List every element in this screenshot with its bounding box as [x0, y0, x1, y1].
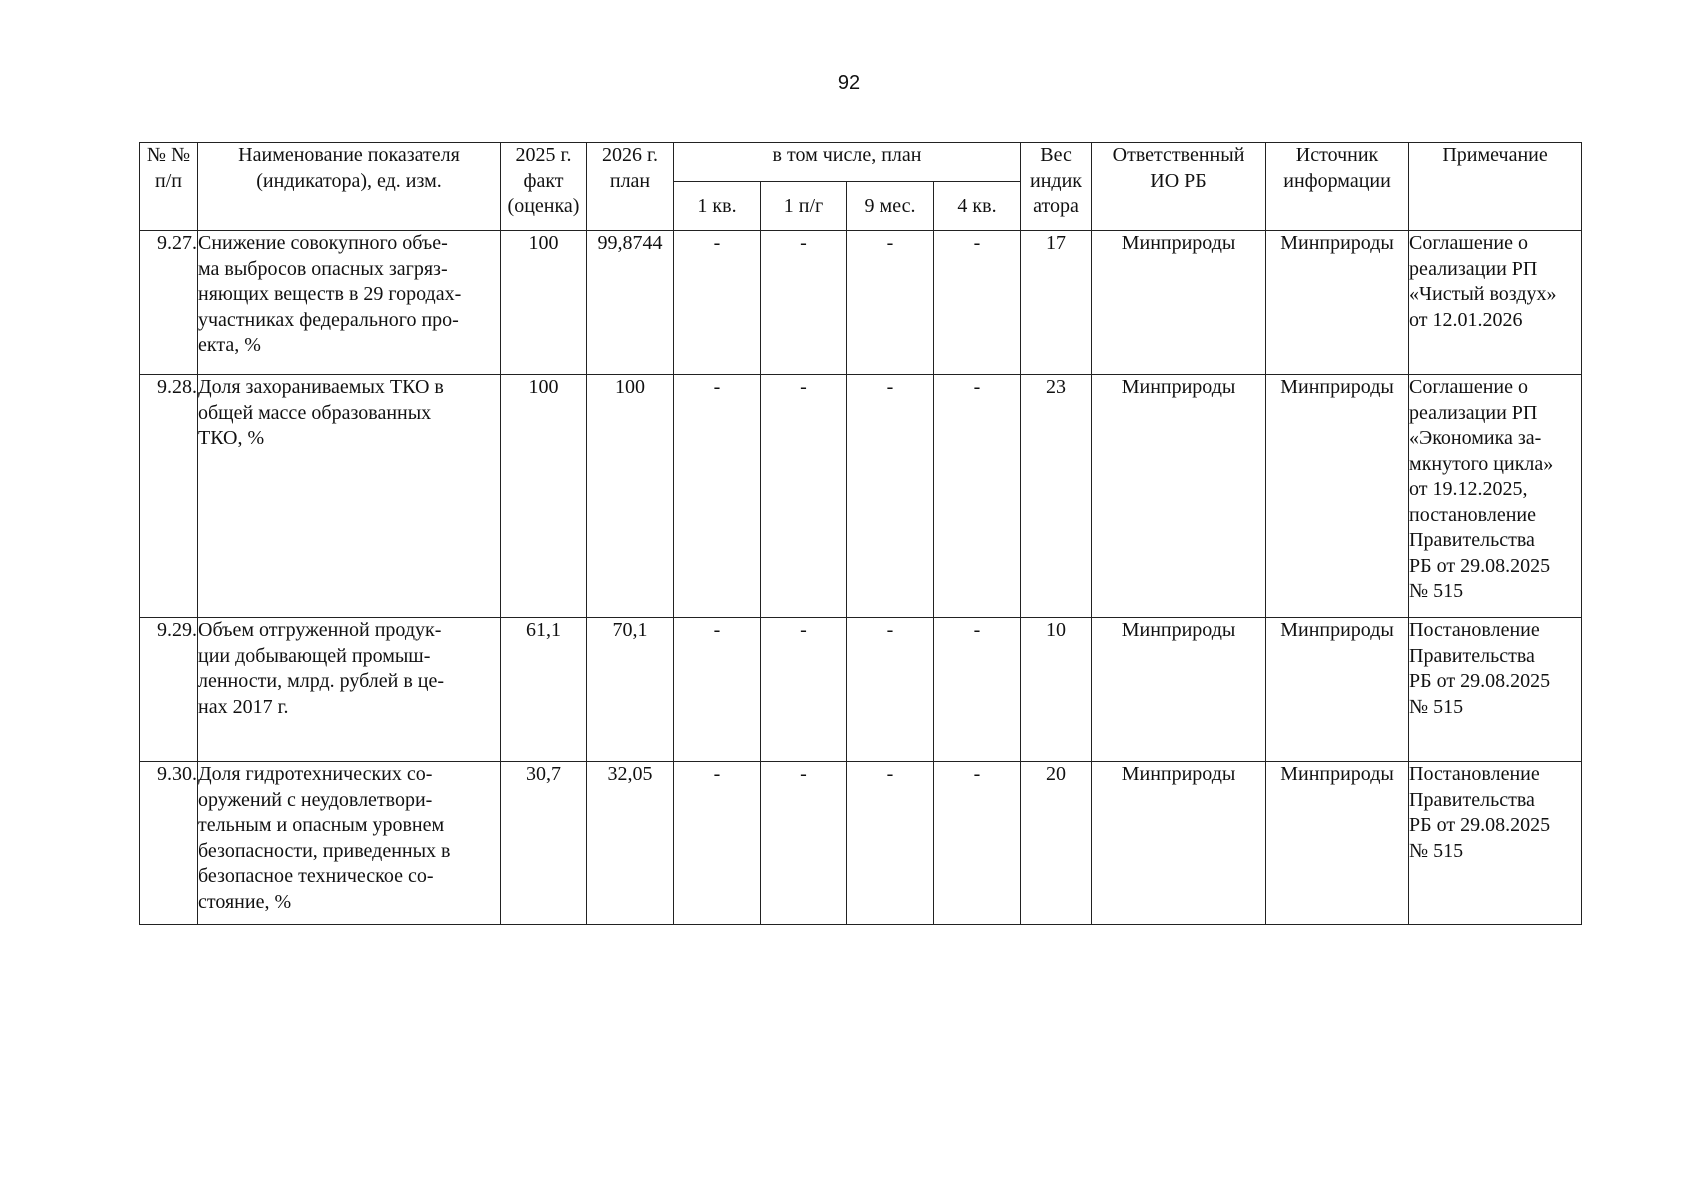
note-line: № 515	[1409, 695, 1464, 718]
note-line: № 515	[1409, 839, 1464, 862]
indicator-name-line: ТКО, %	[198, 427, 265, 449]
indicator-name-line: Доля захораниваемых ТКО в	[198, 376, 444, 398]
note-line: Постановление	[1409, 619, 1540, 641]
indicator-name-line: общей массе образованных	[198, 401, 432, 424]
indicator-name-line: тельным и опасным уровнем	[198, 814, 445, 836]
indicator-name-line: стояние, %	[198, 890, 292, 913]
indicator-name-line: ма выбросов опасных загряз-	[198, 257, 448, 280]
note-line: Правительства	[1409, 644, 1535, 667]
plan-q1-cell: -	[674, 231, 761, 375]
plan-9m-cell: -	[847, 375, 934, 618]
indicator-name-line: Объем отгруженной продук-	[198, 619, 442, 641]
header-fact: 2025 г. факт (оценка)	[501, 143, 587, 231]
fact-2025-cell: 30,7	[501, 762, 587, 925]
note-line: реализации РП	[1409, 401, 1538, 424]
row-number-cell: 9.28.	[140, 375, 198, 618]
note-line: «Экономика за-	[1409, 427, 1542, 449]
responsible-cell: Минприроды	[1092, 375, 1266, 618]
table-header	[140, 143, 1582, 231]
table-body	[140, 231, 1582, 925]
plan-q4-cell: -	[934, 762, 1021, 925]
plan-2026-cell: 32,05	[587, 762, 674, 925]
header-h1: 1 п/г	[761, 182, 847, 231]
indicators-table	[139, 142, 1582, 925]
responsible-cell: Минприроды	[1092, 762, 1266, 925]
source-cell: Минприроды	[1266, 762, 1409, 925]
note-cell	[1409, 375, 1582, 618]
note-line: Правительства	[1409, 788, 1535, 811]
indicator-name-line: нах 2017 г.	[198, 695, 289, 718]
note-line: Правительства	[1409, 529, 1535, 551]
plan-q4-cell: -	[934, 375, 1021, 618]
plan-h1-cell: -	[761, 231, 847, 375]
note-line: РБ от 29.08.2025	[1409, 554, 1551, 577]
header-source: Источник информации	[1266, 143, 1409, 231]
fact-2025-cell: 61,1	[501, 618, 587, 762]
plan-h1-cell: -	[761, 375, 847, 618]
note-line: № 515	[1409, 580, 1464, 602]
table-row	[140, 231, 1582, 375]
header-note: Примечание	[1409, 143, 1582, 231]
header-including-plan: в том числе, план	[674, 143, 1021, 182]
note-line: «Чистый воздух»	[1409, 283, 1557, 305]
source-cell: Минприроды	[1266, 231, 1409, 375]
indicator-name-line: Снижение совокупного объе-	[198, 232, 448, 254]
header-9m: 9 мес.	[847, 182, 934, 231]
indicator-name-cell	[198, 375, 501, 618]
weight-cell: 17	[1021, 231, 1092, 375]
source-cell: Минприроды	[1266, 618, 1409, 762]
indicator-name-cell	[198, 618, 501, 762]
row-number-cell: 9.30.	[140, 762, 198, 925]
note-line: от 12.01.2026	[1409, 308, 1523, 331]
header-name: Наименование показателя (индикатора), ед. изм.	[198, 143, 501, 231]
plan-2026-cell: 99,8744	[587, 231, 674, 375]
table-row	[140, 618, 1582, 762]
table-row	[140, 375, 1582, 618]
weight-cell: 20	[1021, 762, 1092, 925]
note-line: Соглашение о	[1409, 232, 1528, 254]
plan-q4-cell: -	[934, 618, 1021, 762]
header-weight: Вес индик атора	[1021, 143, 1092, 231]
page-number: 92	[837, 72, 861, 94]
indicator-name-line: ции добывающей промыш-	[198, 644, 431, 667]
plan-q1-cell: -	[674, 375, 761, 618]
indicator-name-line: Доля гидротехнических со-	[198, 763, 433, 785]
plan-h1-cell: -	[761, 762, 847, 925]
note-line: реализации РП	[1409, 257, 1538, 280]
note-cell	[1409, 231, 1582, 375]
row-number-cell: 9.29.	[140, 618, 198, 762]
note-line: РБ от 29.08.2025	[1409, 670, 1551, 692]
indicator-name-line: няющих веществ в 29 городах-	[198, 283, 462, 305]
note-cell	[1409, 762, 1582, 925]
weight-cell: 23	[1021, 375, 1092, 618]
plan-9m-cell: -	[847, 618, 934, 762]
fact-2025-cell: 100	[501, 375, 587, 618]
indicator-name-line: оружений с неудовлетвори-	[198, 788, 433, 811]
weight-cell: 10	[1021, 618, 1092, 762]
plan-h1-cell: -	[761, 618, 847, 762]
plan-2026-cell: 100	[587, 375, 674, 618]
header-responsible: Ответственный ИО РБ	[1092, 143, 1266, 231]
plan-2026-cell: 70,1	[587, 618, 674, 762]
plan-q1-cell: -	[674, 762, 761, 925]
indicator-name-line: ленности, млрд. рублей в це-	[198, 670, 445, 692]
indicator-name-line: безопасное техническое со-	[198, 865, 434, 887]
header-q1: 1 кв.	[674, 182, 761, 231]
indicator-name-cell	[198, 762, 501, 925]
plan-9m-cell: -	[847, 231, 934, 375]
note-line: Соглашение о	[1409, 376, 1528, 398]
source-cell: Минприроды	[1266, 375, 1409, 618]
fact-2025-cell: 100	[501, 231, 587, 375]
indicator-name-line: участниках федерального про-	[198, 308, 459, 331]
note-line: Постановление	[1409, 763, 1540, 785]
note-line: мкнутого цикла»	[1409, 452, 1554, 475]
note-cell	[1409, 618, 1582, 762]
indicator-name-line: екта, %	[198, 334, 261, 356]
note-line: постановление	[1409, 503, 1536, 526]
note-line: от 19.12.2025,	[1409, 478, 1528, 500]
row-number-cell: 9.27.	[140, 231, 198, 375]
responsible-cell: Минприроды	[1092, 618, 1266, 762]
table-row	[140, 762, 1582, 925]
indicator-name-cell	[198, 231, 501, 375]
header-q4: 4 кв.	[934, 182, 1021, 231]
plan-9m-cell: -	[847, 762, 934, 925]
indicator-name-line: безопасности, приведенных в	[198, 839, 451, 862]
plan-q1-cell: -	[674, 618, 761, 762]
header-num: № № п/п	[140, 143, 198, 231]
responsible-cell: Минприроды	[1092, 231, 1266, 375]
plan-q4-cell: -	[934, 231, 1021, 375]
note-line: РБ от 29.08.2025	[1409, 814, 1551, 836]
header-plan: 2026 г. план	[587, 143, 674, 231]
